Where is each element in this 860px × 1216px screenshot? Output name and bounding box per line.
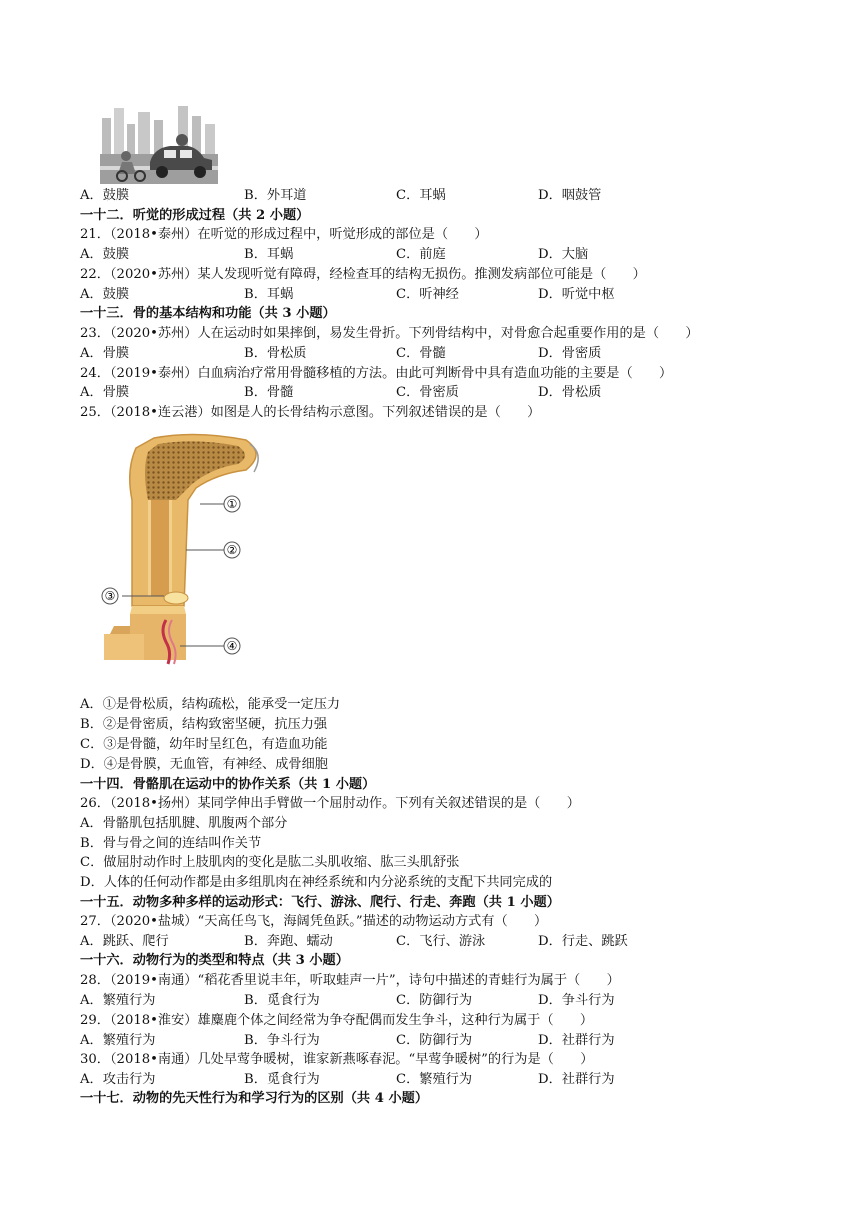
long-bone-diagram	[96, 430, 272, 666]
q29-stem: 29．（2018•淮安）雄麋鹿个体之间经常为争夺配偶而发生争斗，这种行为属于（ ）	[80, 1013, 594, 1028]
q27-option-d[interactable]: D．行走、跳跃	[538, 934, 628, 949]
q30-option-c[interactable]: C．繁殖行为	[396, 1072, 473, 1087]
q22-option-a[interactable]: A．鼓膜	[80, 287, 130, 302]
q21-option-a[interactable]: A．鼓膜	[80, 247, 130, 262]
q25-stem: 25．（2018•连云港）如图是人的长骨结构示意图。下列叙述错误的是（ ）	[80, 405, 541, 420]
q24-option-b[interactable]: B．骨髓	[244, 385, 294, 400]
q26-option-d[interactable]: D．人体的任何动作都是由多组肌肉在神经系统和内分泌系统的支配下共同完成的	[80, 875, 553, 890]
section-heading-14: 一十四．骨骼肌在运动中的协作关系（共 1 小题）	[80, 777, 376, 792]
q20-option-d[interactable]: D．咽鼓管	[538, 188, 602, 203]
q23-option-a[interactable]: A．骨膜	[80, 346, 130, 361]
q26-option-b[interactable]: B．骨与骨之间的连结叫作关节	[80, 836, 262, 851]
bone-label-3: ③	[104, 589, 116, 603]
section-heading-12: 一十二．听觉的形成过程（共 2 小题）	[80, 208, 310, 223]
section-heading-15: 一十五．动物多种多样的运动形式：飞行、游泳、爬行、行走、奔跑（共 1 小题）	[80, 895, 560, 910]
bone-label-2: ②	[226, 543, 238, 557]
bone-label-4: ④	[226, 639, 238, 653]
q23-option-b[interactable]: B．骨松质	[244, 346, 307, 361]
q22-option-c[interactable]: C．听神经	[396, 287, 459, 302]
q22-options	[80, 285, 780, 305]
q28-option-c[interactable]: C．防御行为	[396, 993, 473, 1008]
q24-stem: 24．（2019•泰州）白血病治疗常用骨髓移植的方法。由此可判断骨中具有造血功能的主要是（ ）	[80, 366, 673, 381]
q23-option-c[interactable]: C．骨髓	[396, 346, 446, 361]
q29-option-a[interactable]: A．繁殖行为	[80, 1033, 156, 1048]
q25-option-a[interactable]: A．①是骨松质，结构疏松，能承受一定压力	[80, 697, 341, 712]
q27-option-b[interactable]: B．奔跑、蠕动	[244, 934, 333, 949]
q24-option-a[interactable]: A．骨膜	[80, 385, 130, 400]
q27-options	[80, 932, 780, 952]
q25-option-b[interactable]: B．②是骨密质，结构致密坚硬，抗压力强	[80, 717, 328, 732]
q20-option-a[interactable]: A．鼓膜	[80, 188, 130, 203]
bone-label-1: ①	[226, 497, 238, 511]
q22-stem: 22．（2020•苏州）某人发现听觉有障碍，经检查耳的结构无损伤。推测发病部位可能是（ ）	[80, 267, 646, 282]
q21-options	[80, 245, 780, 265]
q30-stem: 30．（2018•南通）几处早莺争暖树，谁家新燕啄春泥。“早莺争暖树”的行为是（ ）	[80, 1052, 594, 1067]
q26-option-a[interactable]: A．骨骼肌包括肌腱、肌腹两个部分	[80, 816, 288, 831]
q21-option-c[interactable]: C．前庭	[396, 247, 446, 262]
q28-option-b[interactable]: B．觅食行为	[244, 993, 320, 1008]
q21-option-d[interactable]: D．大脑	[538, 247, 589, 262]
q25-option-c[interactable]: C．③是骨髓，幼年时呈红色，有造血功能	[80, 737, 328, 752]
q23-options	[80, 344, 780, 364]
q26-option-c[interactable]: C．做屈肘动作时上肢肌肉的变化是肱二头肌收缩、肱三头肌舒张	[80, 855, 460, 870]
q25-option-d[interactable]: D．④是骨膜，无血管，有神经、成骨细胞	[80, 757, 328, 772]
q29-option-c[interactable]: C．防御行为	[396, 1033, 473, 1048]
q27-option-a[interactable]: A．跳跃、爬行	[80, 934, 169, 949]
q29-options	[80, 1031, 780, 1051]
q29-option-b[interactable]: B．争斗行为	[244, 1033, 320, 1048]
q28-options	[80, 991, 780, 1011]
q30-option-a[interactable]: A．攻击行为	[80, 1072, 156, 1087]
q21-stem: 21．（2018•泰州）在听觉的形成过程中，听觉形成的部位是（ ）	[80, 227, 488, 242]
q21-option-b[interactable]: B．耳蜗	[244, 247, 294, 262]
q22-option-d[interactable]: D．听觉中枢	[538, 287, 615, 302]
q30-option-b[interactable]: B．觅食行为	[244, 1072, 320, 1087]
q27-option-c[interactable]: C．飞行、游泳	[396, 934, 486, 949]
section-heading-17: 一十七．动物的先天性行为和学习行为的区别（共 4 小题）	[80, 1091, 429, 1106]
q27-stem: 27．（2020•盐城）“天高任鸟飞，海阔凭鱼跃。”描述的动物运动方式有（ ）	[80, 914, 548, 929]
q24-option-d[interactable]: D．骨松质	[538, 385, 602, 400]
q23-stem: 23．（2020•苏州）人在运动时如果摔倒，易发生骨折。下列骨结构中，对骨愈合起重要作用的是（ ）	[80, 326, 699, 341]
q29-option-d[interactable]: D．社群行为	[538, 1033, 615, 1048]
q30-options	[80, 1070, 780, 1090]
q20-option-b[interactable]: B．外耳道	[244, 188, 307, 203]
q28-option-d[interactable]: D．争斗行为	[538, 993, 615, 1008]
q28-stem: 28．（2019•南通）“稻花香里说丰年，听取蛙声一片”，诗句中描述的青蛙行为属于（ ）	[80, 973, 620, 988]
q20-options	[80, 186, 780, 206]
q28-option-a[interactable]: A．繁殖行为	[80, 993, 156, 1008]
traffic-noise-illustration	[100, 104, 218, 184]
q30-option-d[interactable]: D．社群行为	[538, 1072, 615, 1087]
q24-options	[80, 383, 780, 403]
q20-option-c[interactable]: C．耳蜗	[396, 188, 446, 203]
q26-stem: 26．（2018•扬州）某同学伸出手臂做一个屈肘动作。下列有关叙述错误的是（ ）	[80, 796, 580, 811]
q24-option-c[interactable]: C．骨密质	[396, 385, 459, 400]
section-heading-13: 一十三．骨的基本结构和功能（共 3 小题）	[80, 306, 336, 321]
q23-option-d[interactable]: D．骨密质	[538, 346, 602, 361]
q22-option-b[interactable]: B．耳蜗	[244, 287, 294, 302]
section-heading-16: 一十六．动物行为的类型和特点（共 3 小题）	[80, 953, 349, 968]
